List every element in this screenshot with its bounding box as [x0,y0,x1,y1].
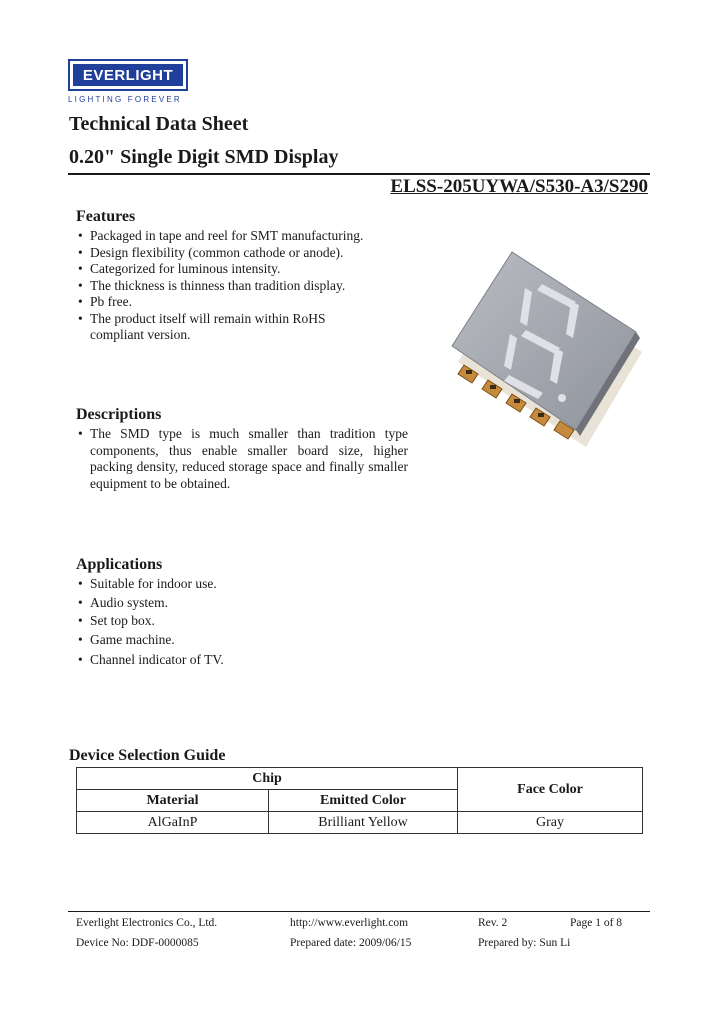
product-subtitle: 0.20" Single Digit SMD Display [69,146,339,168]
applications-heading: Applications [76,556,163,573]
footer-company: Everlight Electronics Co., Ltd. [76,917,218,929]
company-logo [68,59,188,91]
title-divider [68,173,650,175]
footer-revision: Rev. 2 [478,917,508,929]
face-color-cell: Gray [458,812,643,834]
features-heading: Features [76,208,136,225]
footer-page-number: Page 1 of 8 [570,917,623,929]
footer-device-number: Device No: DDF-0000085 [76,937,199,949]
selection-table [76,767,643,834]
footer-prepared-by: Prepared by: Sun Li [478,937,571,949]
applications-list [76,576,406,669]
part-number: ELSS-205UYWA/S530-A3/S290 [390,176,648,197]
emitted-color-header: Emitted Color [269,790,458,812]
logo-text: EVERLIGHT [73,64,183,86]
list-item: • Pb free. [76,294,406,311]
list-item: • The thickness is thinness than tradition display. [76,278,406,295]
features-list [76,228,406,344]
emitted-color-cell: Brilliant Yellow [269,812,458,834]
list-item: • Audio system. [76,595,406,612]
material-cell: AlGaInP [77,812,269,834]
document-title: Technical Data Sheet [69,113,249,135]
descriptions-heading: Descriptions [76,406,162,423]
footer-divider [68,911,650,912]
face-color-header: Face Color [458,768,643,812]
product-image [436,242,648,448]
list-item: • The SMD type is much smaller than tradition type components, thus enable smaller board size, higher packing density, reduced storage space and finally smaller equipment to be obtained. [76,426,408,492]
list-item: • Suitable for indoor use. [76,576,406,593]
logo-tagline: LIGHTING FOREVER [68,95,182,104]
footer-url[interactable]: http://www.everlight.com [290,917,409,929]
list-item: • Set top box. [76,613,406,630]
footer-prepared-date: Prepared date: 2009/06/15 [290,937,412,949]
material-header: Material [77,790,269,812]
descriptions-list [76,426,408,492]
list-item: • Packaged in tape and reel for SMT manufacturing. [76,228,406,245]
list-item: • Game machine. [76,632,406,649]
list-item: • Design flexibility (common cathode or anode). [76,245,406,262]
selection-guide-heading: Device Selection Guide [69,747,226,764]
chip-header: Chip [77,768,458,790]
list-item: • The product itself will remain within RoHS compliant version. [76,311,360,344]
list-item: • Categorized for luminous intensity. [76,261,406,278]
table-row [77,812,643,834]
list-item: • Channel indicator of TV. [76,652,406,669]
